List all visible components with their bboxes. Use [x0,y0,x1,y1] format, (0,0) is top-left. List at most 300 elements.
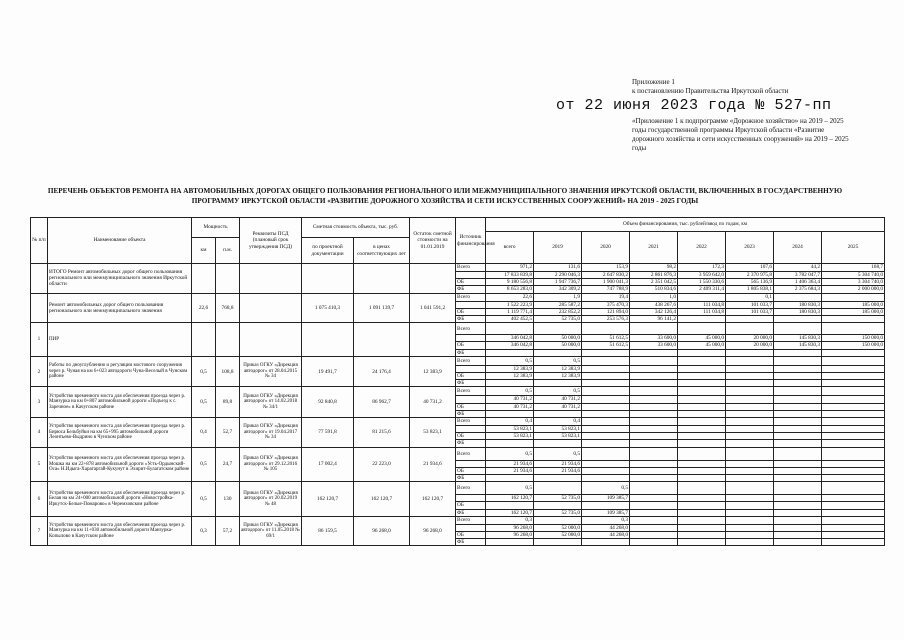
appendix-line-1: Приложение 1 [632,78,675,86]
cell-year-value [774,467,822,474]
cell-year-value: 150 000,0 [822,335,885,342]
cell-year-value [678,387,726,396]
cell-estimate-doc [302,323,354,357]
cell-year-value: 109 385,7 [582,509,630,516]
cell-year-value [678,365,726,372]
cell-year-value [726,502,774,509]
cell-total: 12 383,9 [486,365,534,372]
cell-year-value: 150 000,0 [822,342,885,349]
cell-year-value [774,418,822,426]
cell-total [486,349,534,356]
cell-year-value: 3 782 047,7 [774,272,822,279]
cell-object-name: Устройство временного моста для обеспечения проезда через р. Бирюса Бельбуйки на км 65+995 автомобильной дороги Леонтьево-Выдрино в Чунском районе [48,418,192,448]
cell-estimate-current: 96 268,0 [354,516,410,546]
cell-year-value [678,293,726,301]
cell-source: Всего [456,482,486,495]
cell-year-value [726,516,774,524]
cell-year-value [678,509,726,516]
cell-year-value [582,502,630,509]
cell-total: 53 823,1 [486,433,534,440]
cell-year-value: 2 409 311,4 [678,286,726,293]
cell-estimate-current: 162 120,7 [354,482,410,517]
cell-sqm [216,264,240,294]
cell-year-value [822,467,885,474]
cell-year-value: 5 304 740,0 [822,272,885,279]
cell-year-value: 185 000,0 [822,301,885,308]
cell-year-value [678,403,726,410]
cell-source: ФБ [456,509,486,516]
cell-total: 162 120,7 [486,495,534,502]
cell-year-value: 52 000,0 [534,524,582,531]
cell-year-value [726,475,774,482]
cell-year-value: 51 612,5 [582,342,630,349]
cell-year-value: 12 383,9 [534,365,582,372]
cell-year-value: 2 861 876,3 [630,272,678,279]
cell-year-value: 285 587,2 [534,301,582,308]
cell-year-value [774,403,822,410]
cell-year-value: 1,9 [534,293,582,301]
cell-year-value: 232 852,2 [534,308,582,315]
cell-year-value: 53 823,1 [534,426,582,433]
cell-object-name: ИТОГО Ремонт автомобильных дорог общего пользования регионального или межмуниципального значения Иркутской области [48,264,192,294]
cell-year-value [630,356,678,365]
col-year: 2019 [534,232,582,264]
cell-year-value [582,373,630,380]
cell-remainder: 21 934,6 [410,447,456,482]
cell-year-value: 1 947 736,7 [534,279,582,286]
cell-year-value [582,467,630,474]
col-remainder: Остаток сметной стоимости на 01.01.2019 [410,218,456,264]
cell-year-value [822,396,885,403]
cell-year-value [678,440,726,447]
cell-year-value: 101 033,7 [726,301,774,308]
cell-year-value [822,475,885,482]
cell-year-value: 12 383,9 [534,373,582,380]
cell-year-value [630,433,678,440]
cell-source: Всего [456,447,486,460]
cell-year-value [726,460,774,467]
cell-year-value [630,403,678,410]
cell-year-value [726,539,774,546]
cell-total [486,475,534,482]
cell-year-value [582,380,630,387]
cell-year-value [822,539,885,546]
cell-year-value [774,365,822,372]
cell-year-value [630,482,678,495]
cell-year-value [534,410,582,417]
cell-year-value [678,502,726,509]
cell-year-value: 1 805 838,1 [726,286,774,293]
cell-year-value: 747 788,9 [582,286,630,293]
cell-year-value: 111 034,8 [678,308,726,315]
cell-year-value: 3 304 740,0 [822,279,885,286]
cell-year-value: 172,3 [678,264,726,272]
cell-year-value [822,293,885,301]
cell-num: 4 [31,418,48,448]
cell-year-value [774,396,822,403]
cell-km: 0,4 [192,418,216,448]
cell-num: 7 [31,516,48,546]
cell-year-value: 19,4 [582,293,630,301]
cell-year-value: 2 351 042,5 [630,279,678,286]
cell-year-value [822,365,885,372]
cell-source [456,365,486,372]
cell-year-value [534,380,582,387]
cell-year-value [678,539,726,546]
cell-object-name: Работы по дноуглублению и регуляции мостового сооружения через р. Чуная на км 6+023 автодороги Чуна-Веселый в Чунском районе [48,356,192,387]
cell-year-value [534,516,582,524]
cell-year-value [534,349,582,356]
cell-year-value [582,447,630,460]
cell-year-value: 438 267,6 [630,301,678,308]
cell-year-value [822,349,885,356]
appendix-header [632,78,788,96]
cell-year-value [822,482,885,495]
cell-source [456,272,486,279]
cell-year-value [630,460,678,467]
cell-year-value [822,509,885,516]
cell-year-value [774,532,822,539]
cell-source: Всего [456,264,486,272]
cell-year-value [630,516,678,524]
cell-total: 346 042,8 [486,342,534,349]
cell-total: 1 522 223,9 [486,301,534,308]
cell-year-value: 342 309,2 [534,286,582,293]
cell-total: 8 653 283,0 [486,286,534,293]
cell-year-value [822,418,885,426]
cell-psd [240,293,302,323]
cell-remainder [410,323,456,357]
cell-year-value [582,539,630,546]
cell-year-value [726,403,774,410]
cell-year-value: 3 959 642,0 [678,272,726,279]
table-row [31,356,885,365]
cell-year-value [774,440,822,447]
cell-source: Всего [456,323,486,335]
cell-sqm: 52,7 [216,418,240,448]
cell-year-value [582,356,630,365]
cell-year-value [726,426,774,433]
col-sqm: п.м. [216,238,240,264]
cell-year-value [582,403,630,410]
cell-psd: Приказ ОГКУ «Дирекция автодорог» от 29.12.2016 № 105 [240,447,302,482]
cell-source: ОБ [456,532,486,539]
cell-year-value [630,539,678,546]
cell-year-value [678,349,726,356]
cell-year-value: 180 830,3 [774,308,822,315]
cell-year-value [630,475,678,482]
cell-year-value: 107,6 [726,264,774,272]
cell-year-value [774,509,822,516]
cell-object-name: Устройство временного моста для обеспечения проезда через р. Манзурка на км 0+807 автомобильной дороги «Подъезд к с. Заречное» в Качугском районе [48,387,192,418]
cell-year-value [726,373,774,380]
cell-psd: Приказ ОГКУ «Дирекция автодорог» от 14.02.2018 № 34/1 [240,387,302,418]
cell-total: 0,4 [486,418,534,426]
cell-remainder [410,264,456,294]
cell-year-value [582,365,630,372]
cell-year-value [822,380,885,387]
cell-year-value [774,460,822,467]
cell-year-value: 0,5 [534,387,582,396]
cell-year-value: 111 034,8 [678,301,726,308]
cell-total [486,380,534,387]
cell-year-value: 342 126,4 [630,308,678,315]
cell-year-value [774,356,822,365]
cell-source [456,460,486,467]
cell-year-value: 1 406 363,4 [774,279,822,286]
cell-year-value [678,447,726,460]
cell-year-value [726,396,774,403]
cell-year-value [678,460,726,467]
cell-total: 17 833 839,8 [486,272,534,279]
cell-estimate-current: 86 962,7 [354,387,410,418]
cell-year-value [534,440,582,447]
cell-year-value [678,323,726,335]
cell-remainder: 40 731,2 [410,387,456,418]
cell-year-value: 45 000,0 [678,335,726,342]
cell-year-value [726,418,774,426]
cell-year-value [582,418,630,426]
cell-year-value [726,482,774,495]
cell-year-value [678,418,726,426]
cell-year-value: 0,1 [726,293,774,301]
cell-total: 96 268,0 [486,532,534,539]
cell-source: ОБ [456,308,486,315]
cell-year-value [726,509,774,516]
cell-total [486,410,534,417]
cell-year-value [726,349,774,356]
cell-year-value [726,380,774,387]
cell-year-value [678,475,726,482]
cell-object-name: ПИР [48,323,192,357]
cell-source: ОБ [456,279,486,286]
cell-year-value [822,516,885,524]
cell-year-value [678,316,726,323]
cell-year-value [630,447,678,460]
cell-sqm: 24,7 [216,447,240,482]
cell-remainder: 96 268,0 [410,516,456,546]
cell-year-value [774,323,822,335]
cell-year-value [822,373,885,380]
cell-year-value [726,410,774,417]
cell-sqm: 108,8 [216,356,240,387]
cell-year-value: 121 894,0 [582,308,630,315]
cell-year-value [774,475,822,482]
cell-total: 346 042,8 [486,335,534,342]
cell-total: 40 731,2 [486,403,534,410]
cell-year-value [582,440,630,447]
cell-year-value: 40 731,2 [534,396,582,403]
cell-estimate-current [354,264,410,294]
cell-year-value: 33 600,0 [630,342,678,349]
cell-year-value: 52 000,0 [534,532,582,539]
cell-total: 0,3 [486,516,534,524]
cell-year-value [726,532,774,539]
cell-year-value [726,440,774,447]
cell-year-value [582,426,630,433]
cell-year-value [774,539,822,546]
cell-year-value: 109 385,7 [582,495,630,502]
cell-year-value [630,410,678,417]
cell-year-value [582,323,630,335]
cell-total [486,502,534,509]
col-name: Наименование объекта [48,218,192,264]
cell-year-value [582,475,630,482]
cell-year-value [726,447,774,460]
cell-object-name: Устройство временного моста для обеспечения проезда через р. Мошка на км 22+878 автомобильной дороги «Усть-Ордынский-Оса» Н.Идыга-Харагаргай-Кукунут в Эхирит-Булагатском районе [48,447,192,482]
cell-source [456,396,486,403]
cell-source: Всего [456,418,486,426]
table-row [31,387,885,396]
cell-year-value [822,495,885,502]
cell-year-value: 21 934,6 [534,467,582,474]
cell-psd: Приказ ОГКУ «Дирекция автодорог» от 28.04.2015 № 34 [240,356,302,387]
cell-year-value [582,349,630,356]
cell-year-value [678,373,726,380]
cell-total: 53 823,1 [486,426,534,433]
cell-year-value [534,482,582,495]
cell-source: ОБ [456,403,486,410]
cell-year-value [630,467,678,474]
cell-year-value: 180 830,3 [774,301,822,308]
cell-total [486,539,534,546]
cell-year-value [822,532,885,539]
cell-km: 0,3 [192,516,216,546]
col-source: Источник финансирования [456,218,486,264]
col-estimate: Сметная стоимость объекта, тыс. руб. [302,218,410,238]
table-body [31,264,885,546]
cell-year-value [630,532,678,539]
cell-year-value: 1,0 [630,293,678,301]
table-row [31,293,885,301]
cell-year-value: 2 647 830,2 [582,272,630,279]
cell-year-value: 0,5 [534,447,582,460]
cell-km: 0,5 [192,447,216,482]
cell-year-value [678,426,726,433]
cell-year-value: 1 550 330,6 [678,279,726,286]
cell-total: 96 268,0 [486,524,534,531]
cell-year-value [678,410,726,417]
cell-psd: Приказ ОГКУ «Дирекция автодорог» от 11.05.2018 № 69/1 [240,516,302,546]
cell-year-value: 44 268,0 [582,532,630,539]
cell-total: 40 731,2 [486,396,534,403]
cell-source: ФБ [456,316,486,323]
cell-year-value [678,495,726,502]
col-year: 2020 [582,232,630,264]
cell-year-value [726,467,774,474]
cell-year-value: 1 900 041,3 [582,279,630,286]
cell-year-value [678,433,726,440]
cell-year-value: 565 136,9 [726,279,774,286]
cell-year-value [774,349,822,356]
cell-total: 21 934,6 [486,460,534,467]
cell-year-value [822,426,885,433]
cell-year-value: 96 141,2 [630,316,678,323]
cell-year-value [774,373,822,380]
cell-source: Всего [456,293,486,301]
cell-year-value [630,495,678,502]
cell-num: 3 [31,387,48,418]
cell-year-value [822,387,885,396]
cell-source [456,524,486,531]
cell-year-value [774,426,822,433]
cell-sqm: 130 [216,482,240,517]
cell-year-value [534,323,582,335]
cell-year-value [678,524,726,531]
cell-remainder: 53 823,1 [410,418,456,448]
cell-source: ФБ [456,475,486,482]
cell-estimate-doc: 77 591,8 [302,418,354,448]
cell-num [31,293,48,323]
cell-remainder: 162 120,7 [410,482,456,517]
cell-year-value [582,387,630,396]
cell-year-value [630,524,678,531]
cell-km: 0,5 [192,387,216,418]
cell-year-value: 52 735,0 [534,509,582,516]
cell-year-value [678,467,726,474]
cell-total: 0,5 [486,447,534,460]
cell-source: Всего [456,356,486,365]
col-km: км [192,238,216,264]
col-year: 2022 [678,232,726,264]
cell-source: ОБ [456,433,486,440]
cell-object-name: Ремонт автомобильных дорог общего пользования регионального или межмуниципального значения [48,293,192,323]
cell-year-value [534,502,582,509]
col-psd: Реквизиты ПСД (плановый срок утверждения ПСД) [240,218,302,264]
cell-year-value [726,387,774,396]
cell-total: 9 180 556,8 [486,279,534,286]
cell-year-value: 50 000,0 [534,342,582,349]
cell-year-value [726,433,774,440]
cell-year-value: 185 000,0 [822,308,885,315]
cell-year-value [726,356,774,365]
cell-year-value [774,482,822,495]
cell-year-value: 168,7 [822,264,885,272]
cell-year-value [774,380,822,387]
col-funding: Объем финансирования, тыс. рублей/ввод по годам, км [486,218,885,232]
table-row [31,264,885,272]
cell-total: 971,2 [486,264,534,272]
cell-year-value [534,539,582,546]
cell-year-value: 2 000 000,0 [822,286,885,293]
cell-year-value: 2 375 684,3 [774,286,822,293]
cell-source [456,301,486,308]
col-year: 2024 [774,232,822,264]
cell-year-value [630,440,678,447]
cell-year-value: 20 000,0 [726,342,774,349]
cell-year-value: 45 000,0 [678,342,726,349]
cell-km [192,264,216,294]
cell-year-value: 98,2 [630,264,678,272]
cell-km [192,323,216,357]
cell-num: 5 [31,447,48,482]
cell-year-value: 0,5 [534,356,582,365]
cell-total [486,440,534,447]
cell-year-value [534,475,582,482]
cell-source: ФБ [456,380,486,387]
order-line: от 22 июня 2023 года № 527-пп [556,97,832,114]
table-row [31,323,885,335]
cell-year-value [774,502,822,509]
cell-year-value: 50 000,0 [534,335,582,342]
cell-year-value [678,482,726,495]
cell-year-value [822,403,885,410]
table-head [31,218,885,264]
cell-year-value [774,293,822,301]
col-year: 2021 [630,232,678,264]
cell-remainder: 12 383,9 [410,356,456,387]
cell-year-value: 0,5 [582,482,630,495]
